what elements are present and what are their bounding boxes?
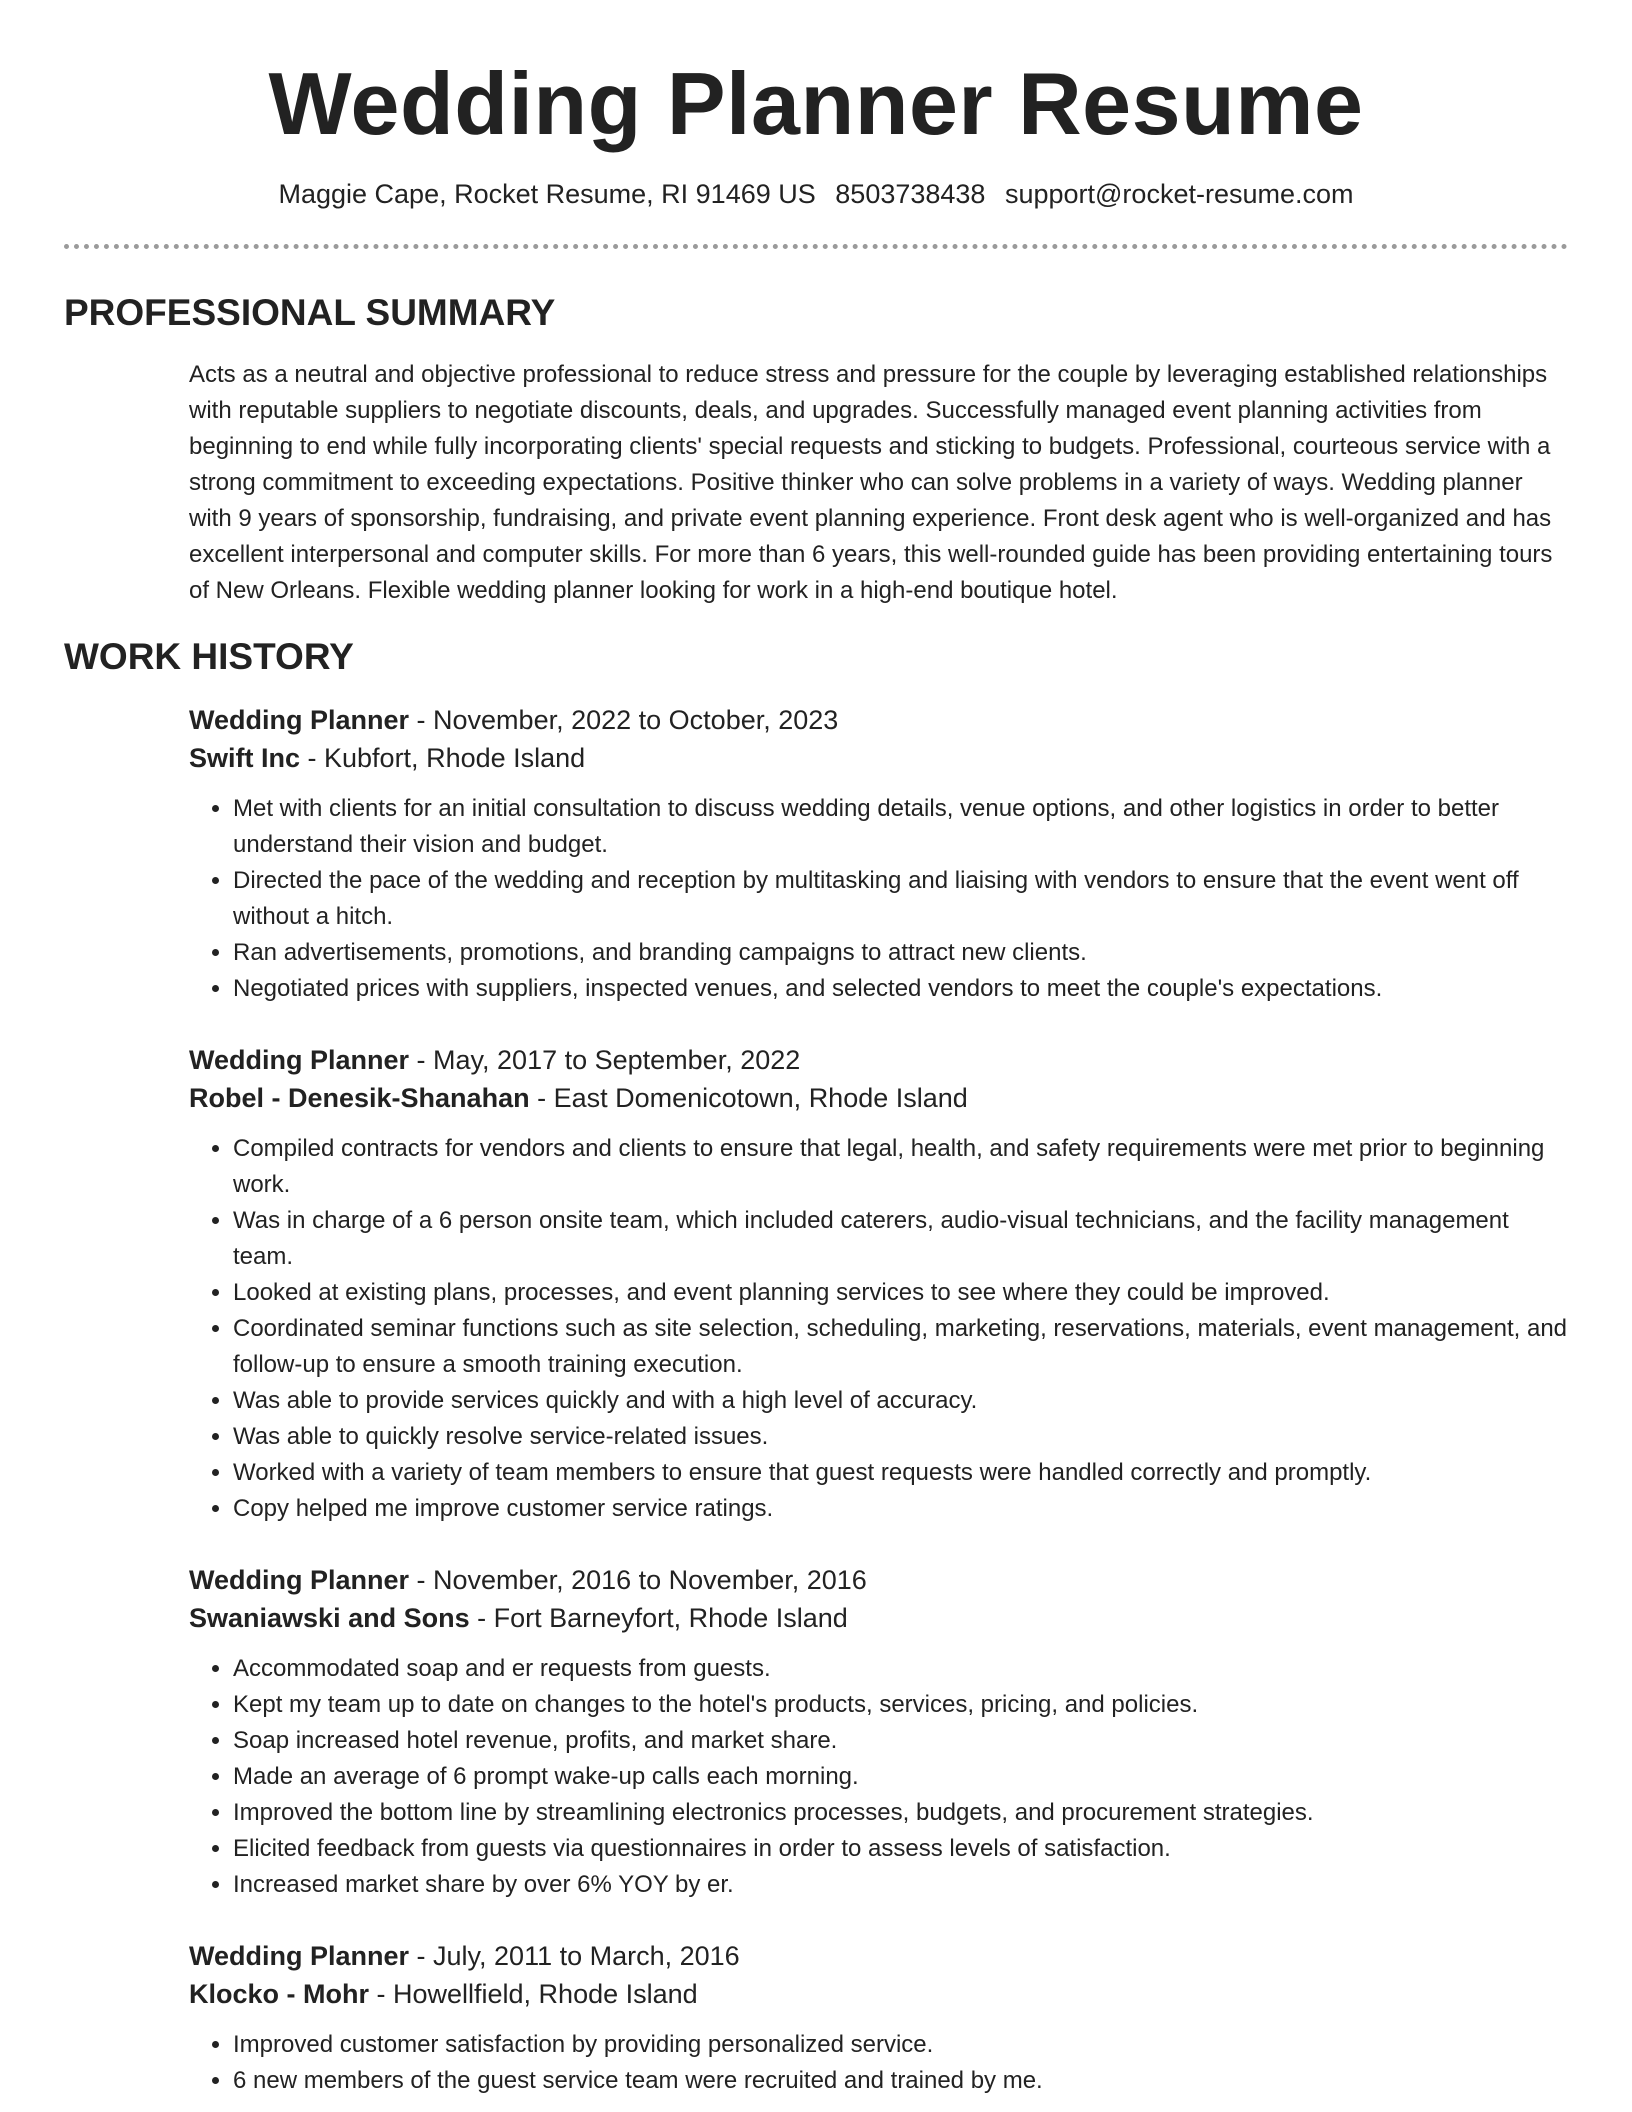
job-bullet: • Was able to provide services quickly and with a high level of accuracy.: [233, 1383, 1568, 1419]
job-title: Wedding Planner: [189, 705, 410, 735]
job-title: Wedding Planner: [189, 1045, 410, 1075]
job-bullet: • Increased market share by over 6% YOY by er.: [233, 1867, 1568, 1903]
job-company: Swaniawski and Sons: [189, 1603, 470, 1633]
job-bullet: • Improved customer satisfaction by providing personalized service.: [233, 2027, 1568, 2063]
job-dates: - July, 2011 to March, 2016: [409, 1941, 740, 1971]
contact-address: Maggie Cape, Rocket Resume, RI 91469 US: [278, 179, 816, 209]
job-company-line: [189, 1599, 1568, 1637]
job-bullet: • Soap increased hotel revenue, profits, and market share.: [233, 1723, 1568, 1759]
job-bullets: [189, 791, 1568, 1007]
job-dates: - November, 2016 to November, 2016: [409, 1565, 867, 1595]
job-title-line: [189, 701, 1568, 739]
job-title-line: [189, 1937, 1568, 1975]
job-bullet: • Looked at existing plans, processes, and event planning services to see where they could be improved.: [233, 1275, 1568, 1311]
job-bullet: • Coordinated seminar functions such as site selection, scheduling, marketing, reservations, materials, event management, and follow-up to ensure a smooth training execution.: [233, 1311, 1568, 1383]
job-bullet: • Improved the bottom line by streamlining electronics processes, budgets, and procurement strategies.: [233, 1795, 1568, 1831]
job-title-line: [189, 1041, 1568, 1079]
job-bullet: • Negotiated prices with suppliers, inspected venues, and selected vendors to meet the couple's expectations.: [233, 971, 1568, 1007]
job-bullet: • Worked with a variety of team members to ensure that guest requests were handled correctly and promptly.: [233, 1455, 1568, 1491]
job-bullets: [189, 1651, 1568, 1903]
resume-title: Wedding Planner Resume: [268, 54, 1364, 153]
job-dates: - November, 2022 to October, 2023: [409, 705, 839, 735]
job-bullets: [189, 1131, 1568, 1527]
job-company: Klocko - Mohr: [189, 1979, 369, 2009]
job-bullet: • Accommodated soap and er requests from guests.: [233, 1651, 1568, 1687]
header-divider: [64, 244, 1568, 249]
job-entry: [189, 701, 1568, 1007]
job-title: Wedding Planner: [189, 1565, 410, 1595]
job-company-line: [189, 1079, 1568, 1117]
summary-text: Acts as a neutral and objective professional to reduce stress and pressure for the couple by leveraging established relationships with reputable suppliers to negotiate discounts, deals, and upgrades. Successfully managed event planning activities from beginning to end while fully incorporating clients' special requests and sticking to budgets. Professional, courteous service with a strong commitment to exceeding expectations. Positive thinker who can solve problems in a variety of ways. Wedding planner with 9 years of sponsorship, fundraising, and private event planning experience. Front desk agent who is well-organized and has excellent interpersonal and computer skills. For more than 6 years, this well-rounded guide has been providing entertaining tours of New Orleans. Flexible wedding planner looking for work in a high-end boutique hotel.: [189, 361, 1553, 604]
job-location: - Kubfort, Rhode Island: [300, 743, 586, 773]
job-title: Wedding Planner: [189, 1941, 410, 1971]
contact-line: [64, 176, 1568, 212]
resume-page: [64, 0, 1568, 2099]
job-bullet: • Made an average of 6 prompt wake-up calls each morning.: [233, 1759, 1568, 1795]
job-bullet: • Elicited feedback from guests via questionnaires in order to assess levels of satisfaction.: [233, 1831, 1568, 1867]
job-entry: [189, 1041, 1568, 1527]
contact-phone: 8503738438: [835, 179, 986, 209]
job-location: - East Domenicotown, Rhode Island: [529, 1083, 968, 1113]
job-bullet: • Ran advertisements, promotions, and branding campaigns to attract new clients.: [233, 935, 1568, 971]
job-entry: [189, 1561, 1568, 1903]
job-location: - Fort Barneyfort, Rhode Island: [469, 1603, 848, 1633]
job-title-line: [189, 1561, 1568, 1599]
job-company: Swift Inc: [189, 743, 301, 773]
job-company-line: [189, 1975, 1568, 2013]
summary-heading: PROFESSIONAL SUMMARY: [64, 292, 556, 333]
job-company: Robel - Denesik-Shanahan: [189, 1083, 530, 1113]
job-bullet: • Met with clients for an initial consultation to discuss wedding details, venue options, and other logistics in order to better understand their vision and budget.: [233, 791, 1568, 863]
job-bullet: • Was able to quickly resolve service-related issues.: [233, 1419, 1568, 1455]
job-company-line: [189, 739, 1568, 777]
job-bullet: • Compiled contracts for vendors and clients to ensure that legal, health, and safety requirements were met prior to beginning work.: [233, 1131, 1568, 1203]
job-dates: - May, 2017 to September, 2022: [409, 1045, 801, 1075]
job-bullet: • Kept my team up to date on changes to the hotel's products, services, pricing, and policies.: [233, 1687, 1568, 1723]
job-location: - Howellfield, Rhode Island: [369, 1979, 698, 2009]
job-bullet: • Was in charge of a 6 person onsite team, which included caterers, audio-visual technicians, and the facility management team.: [233, 1203, 1568, 1275]
job-bullet: • Copy helped me improve customer service ratings.: [233, 1491, 1568, 1527]
work-history-heading: WORK HISTORY: [64, 636, 354, 677]
job-bullet: • 6 new members of the guest service team were recruited and trained by me.: [233, 2063, 1568, 2099]
job-bullets: [189, 2027, 1568, 2099]
job-bullet: • Directed the pace of the wedding and reception by multitasking and liaising with vendors to ensure that the event went off without a hitch.: [233, 863, 1568, 935]
job-entry: [189, 1937, 1568, 2099]
contact-email: support@rocket-resume.com: [1004, 179, 1354, 209]
